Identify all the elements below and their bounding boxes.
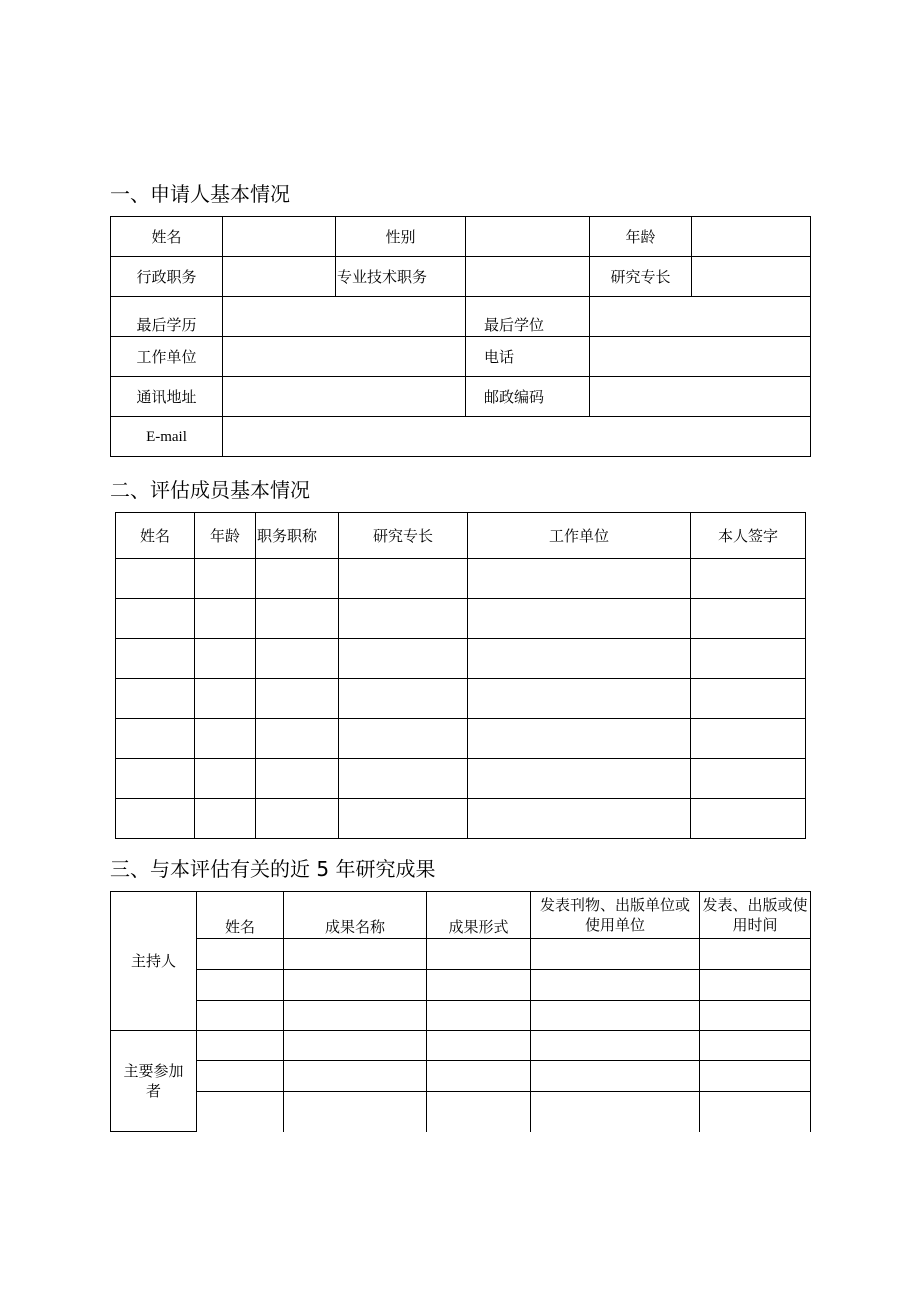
cell[interactable] [256, 679, 339, 719]
cell[interactable] [427, 1031, 531, 1061]
cell[interactable] [700, 1061, 811, 1092]
cell[interactable] [691, 759, 806, 799]
members-table [115, 512, 806, 839]
cell[interactable] [468, 679, 691, 719]
cell[interactable] [691, 799, 806, 839]
cell[interactable] [197, 1092, 284, 1132]
col-header-date: 发表、出版或使用时间 [700, 892, 811, 939]
cell[interactable] [427, 970, 531, 1001]
cell[interactable] [700, 1031, 811, 1061]
cell[interactable] [197, 970, 284, 1001]
cell[interactable] [531, 1061, 700, 1092]
cell[interactable] [691, 599, 806, 639]
field-research-specialty[interactable] [692, 257, 811, 297]
col-header-unit: 工作单位 [468, 513, 691, 559]
col-header-name: 姓名 [197, 892, 284, 939]
cell[interactable] [116, 599, 195, 639]
field-last-degree[interactable] [590, 297, 811, 337]
cell[interactable] [468, 639, 691, 679]
col-header-signature: 本人签字 [691, 513, 806, 559]
label-last-education: 最后学历 [111, 297, 223, 337]
table-row [116, 799, 806, 839]
cell[interactable] [195, 679, 256, 719]
cell[interactable] [531, 1001, 700, 1031]
label-address: 通讯地址 [111, 377, 223, 417]
cell[interactable] [339, 759, 468, 799]
cell[interactable] [195, 759, 256, 799]
cell[interactable] [339, 799, 468, 839]
table-row [111, 1031, 811, 1061]
col-header-post-title: 职务职称 [256, 513, 339, 559]
label-email: E-mail [111, 417, 223, 457]
section-title-achievements: 三、与本评估有关的近 5 年研究成果 [110, 857, 436, 881]
cell[interactable] [197, 1031, 284, 1061]
table-row [116, 639, 806, 679]
col-header-publisher: 发表刊物、出版单位或使用单位 [531, 892, 700, 939]
field-work-unit[interactable] [223, 337, 466, 377]
cell[interactable] [116, 679, 195, 719]
table-row [116, 599, 806, 639]
cell[interactable] [339, 719, 468, 759]
cell[interactable] [339, 559, 468, 599]
cell[interactable] [116, 799, 195, 839]
cell[interactable] [691, 679, 806, 719]
cell[interactable] [468, 599, 691, 639]
cell[interactable] [339, 639, 468, 679]
field-tech-post[interactable] [466, 257, 590, 297]
table-row [111, 970, 811, 1001]
cell[interactable] [195, 719, 256, 759]
cell[interactable] [284, 1092, 427, 1132]
cell[interactable] [468, 559, 691, 599]
cell[interactable] [284, 1061, 427, 1092]
cell[interactable] [531, 970, 700, 1001]
cell[interactable] [284, 1001, 427, 1031]
cell[interactable] [256, 799, 339, 839]
cell[interactable] [691, 639, 806, 679]
field-phone[interactable] [590, 337, 811, 377]
row-header-participants: 主要参加者 [111, 1031, 197, 1132]
row-header-host: 主持人 [111, 892, 197, 1031]
field-admin-post[interactable] [223, 257, 336, 297]
field-age[interactable] [692, 217, 811, 257]
cell[interactable] [700, 970, 811, 1001]
cell[interactable] [256, 759, 339, 799]
cell[interactable] [197, 939, 284, 970]
label-gender: 性别 [336, 217, 466, 257]
cell[interactable] [284, 1031, 427, 1061]
cell[interactable] [700, 939, 811, 970]
cell[interactable] [427, 939, 531, 970]
cell[interactable] [256, 719, 339, 759]
achievements-table [110, 891, 811, 1132]
table-row [111, 1092, 811, 1132]
cell[interactable] [284, 970, 427, 1001]
table-row [116, 679, 806, 719]
label-research-specialty: 研究专长 [590, 257, 692, 297]
cell[interactable] [700, 1092, 811, 1132]
label-name: 姓名 [111, 217, 223, 257]
label-work-unit: 工作单位 [111, 337, 223, 377]
label-admin-post: 行政职务 [111, 257, 223, 297]
field-gender[interactable] [466, 217, 590, 257]
table-row [116, 759, 806, 799]
table-row [111, 1061, 811, 1092]
cell[interactable] [116, 719, 195, 759]
table-row [116, 559, 806, 599]
col-header-name: 姓名 [116, 513, 195, 559]
cell[interactable] [468, 799, 691, 839]
field-last-education[interactable] [223, 297, 466, 337]
cell[interactable] [691, 559, 806, 599]
cell[interactable] [256, 559, 339, 599]
field-address[interactable] [223, 377, 466, 417]
cell[interactable] [700, 1001, 811, 1031]
cell[interactable] [197, 1001, 284, 1031]
cell[interactable] [427, 1001, 531, 1031]
cell[interactable] [691, 719, 806, 759]
label-tech-post: 专业技术职务 [336, 257, 466, 297]
cell[interactable] [195, 639, 256, 679]
cell[interactable] [468, 719, 691, 759]
field-postcode[interactable] [590, 377, 811, 417]
col-header-form: 成果形式 [427, 892, 531, 939]
label-phone: 电话 [466, 337, 590, 377]
table-row [116, 719, 806, 759]
table-row [111, 1001, 811, 1031]
cell[interactable] [195, 559, 256, 599]
cell[interactable] [531, 1031, 700, 1061]
label-age: 年龄 [590, 217, 692, 257]
cell[interactable] [339, 679, 468, 719]
applicant-info-table [110, 216, 811, 457]
label-last-degree: 最后学位 [466, 297, 590, 337]
cell[interactable] [256, 599, 339, 639]
cell[interactable] [116, 639, 195, 679]
cell[interactable] [339, 599, 468, 639]
col-header-specialty: 研究专长 [339, 513, 468, 559]
cell[interactable] [197, 1061, 284, 1092]
cell[interactable] [195, 799, 256, 839]
cell[interactable] [427, 1092, 531, 1132]
cell[interactable] [531, 939, 700, 970]
cell[interactable] [284, 939, 427, 970]
section-title-members: 二、评估成员基本情况 [110, 478, 310, 502]
cell[interactable] [195, 599, 256, 639]
table-row [111, 939, 811, 970]
col-header-age: 年龄 [195, 513, 256, 559]
label-postcode: 邮政编码 [466, 377, 590, 417]
cell[interactable] [116, 759, 195, 799]
cell[interactable] [256, 639, 339, 679]
cell[interactable] [116, 559, 195, 599]
field-email[interactable] [223, 417, 811, 457]
cell[interactable] [531, 1092, 700, 1132]
col-header-title: 成果名称 [284, 892, 427, 939]
section-title-applicant: 一、申请人基本情况 [110, 182, 290, 206]
cell[interactable] [427, 1061, 531, 1092]
cell[interactable] [468, 759, 691, 799]
field-name[interactable] [223, 217, 336, 257]
